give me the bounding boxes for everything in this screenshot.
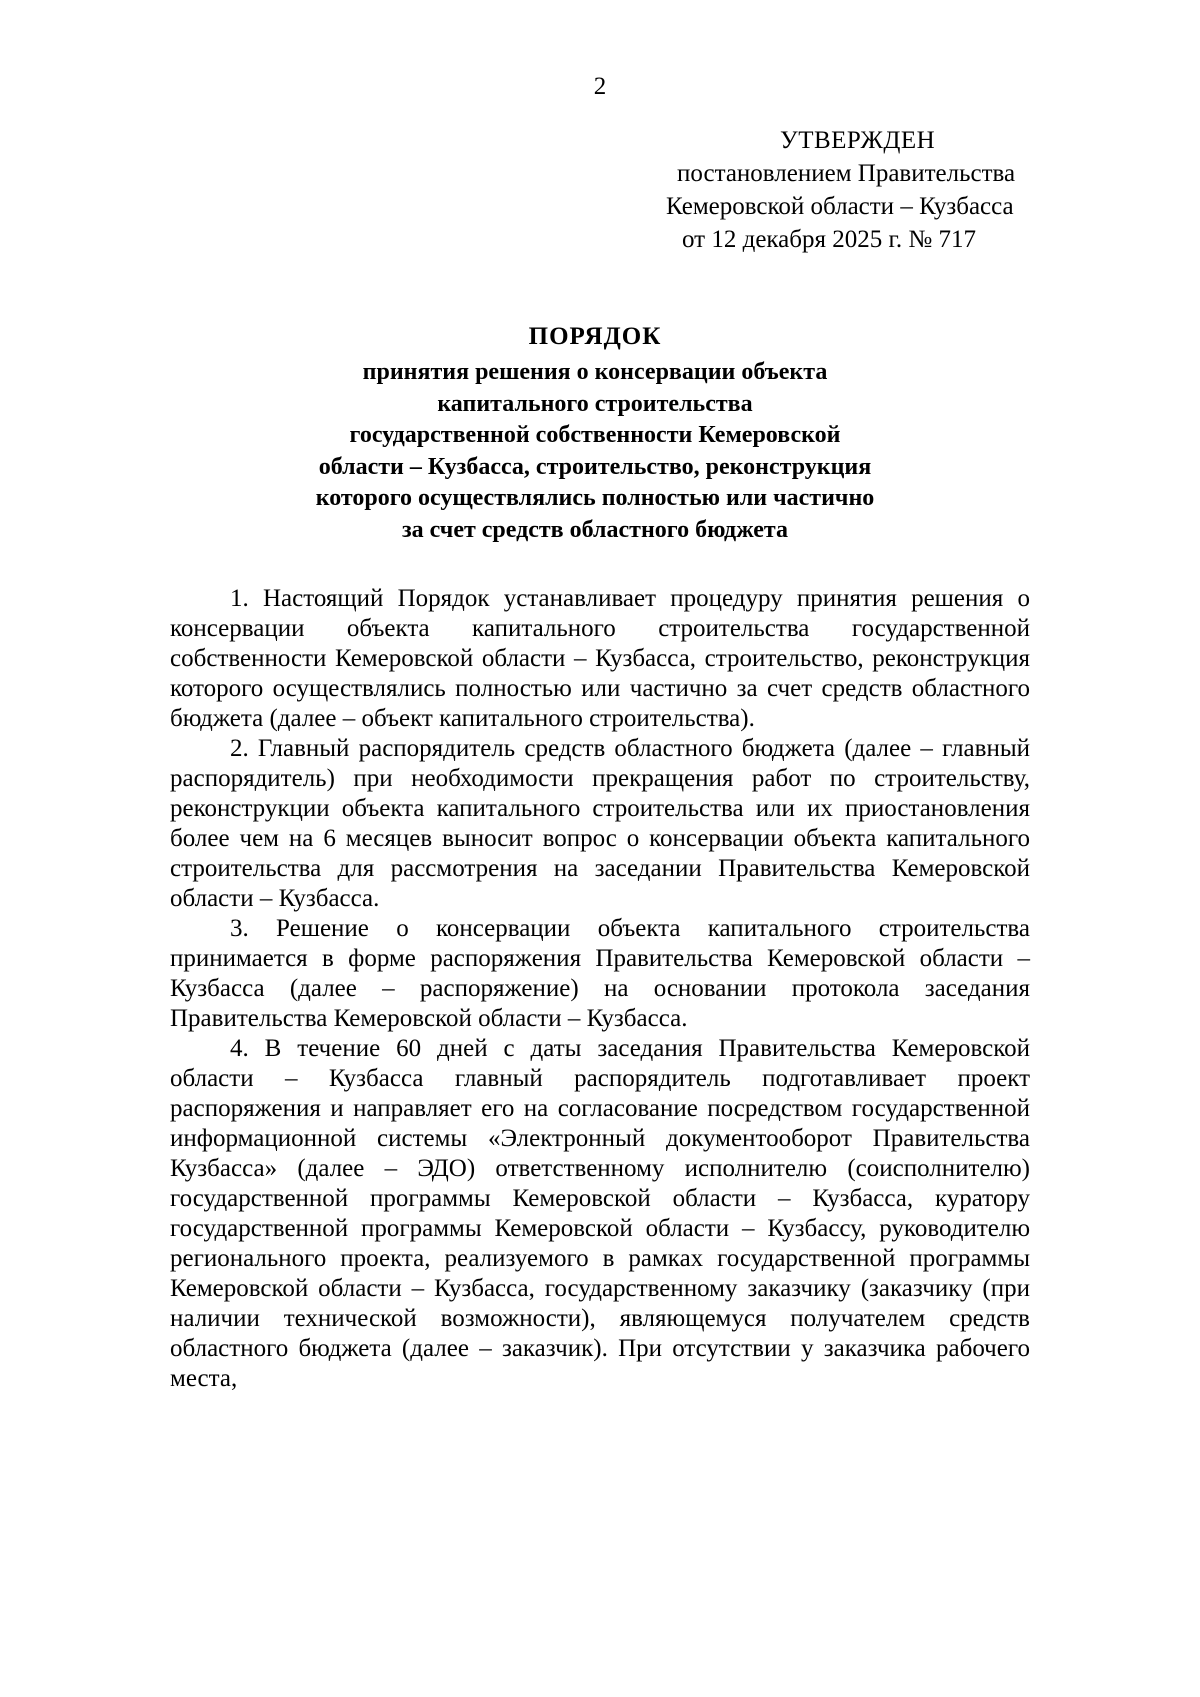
approval-block <box>660 124 1120 256</box>
paragraph-3: 3. Решение о консервации объекта капитального строительства принимается в форме распоряжения Правительства Кемеровской области – Кузбасса (далее – распоряжение) на основании протокола заседания Правительства Кемеровской области – Кузбасса. <box>170 915 1030 1032</box>
paragraph-2: 2. Главный распорядитель средств областного бюджета (далее – главный распорядитель) при необходимости прекращения работ по строительству, реконструкции объекта капитального строительства или их приостановления более чем на 6 месяцев выносит вопрос о консервации объекта капитального строительства для рассмотрения на заседании Правительства Кемеровской области – Кузбасса. <box>170 735 1030 912</box>
title-line: принятия решения о консервации объекта <box>362 359 828 385</box>
paragraph-1: 1. Настоящий Порядок устанавливает процедуру принятия решения о консервации объекта капитального строительства государственной собственности Кемеровской области – Кузбасса, строительство, реконструкция которого осуществлялись полностью или частично за счет средств областного бюджета (далее – объект капитального строительства). <box>170 585 1030 732</box>
title-line: области – Кузбасса, строительство, реконструкция <box>318 453 872 480</box>
title-line: за счет средств областного бюджета <box>401 516 789 543</box>
title-heading: ПОРЯДОК <box>528 323 662 350</box>
page-number: 2 <box>593 73 607 100</box>
title-line: которого осуществлялись полностью или частично <box>315 485 875 511</box>
approval-stamp: УТВЕРЖДЕН <box>780 127 936 154</box>
title-line: капитального строительства <box>437 390 753 417</box>
document-body <box>170 584 1030 1394</box>
paragraph-4: 4. В течение 60 дней с даты заседания Правительства Кемеровской области – Кузбасса главный распорядитель подготавливает проект распоряжения и направляет его на согласование посредством государственной информационной системы «Электронный документооборот Правительства Кузбасса» (далее – ЭДО) ответственному исполнителю (соисполнителю) государственной программы Кемеровской области – Кузбасса, куратору государственной программы Кемеровской области – Кузбассу, руководителю регионального проекта, реализуемого в рамках государственной программы Кемеровской области – Кузбасса, государственному заказчику (заказчику (при наличии технической возможности), являющемуся получателем средств областного бюджета (далее – заказчик). При отсутствии у заказчика рабочего места, <box>170 1035 1030 1392</box>
approval-line-resolution: постановлением Правительства <box>677 160 1016 187</box>
approval-line-region: Кемеровской области – Кузбасса <box>666 193 1014 220</box>
title-line: государственной собственности Кемеровской <box>349 422 841 448</box>
approval-line-date-number: от 12 декабря 2025 г. № 717 <box>682 226 977 253</box>
document-title <box>160 321 1030 546</box>
